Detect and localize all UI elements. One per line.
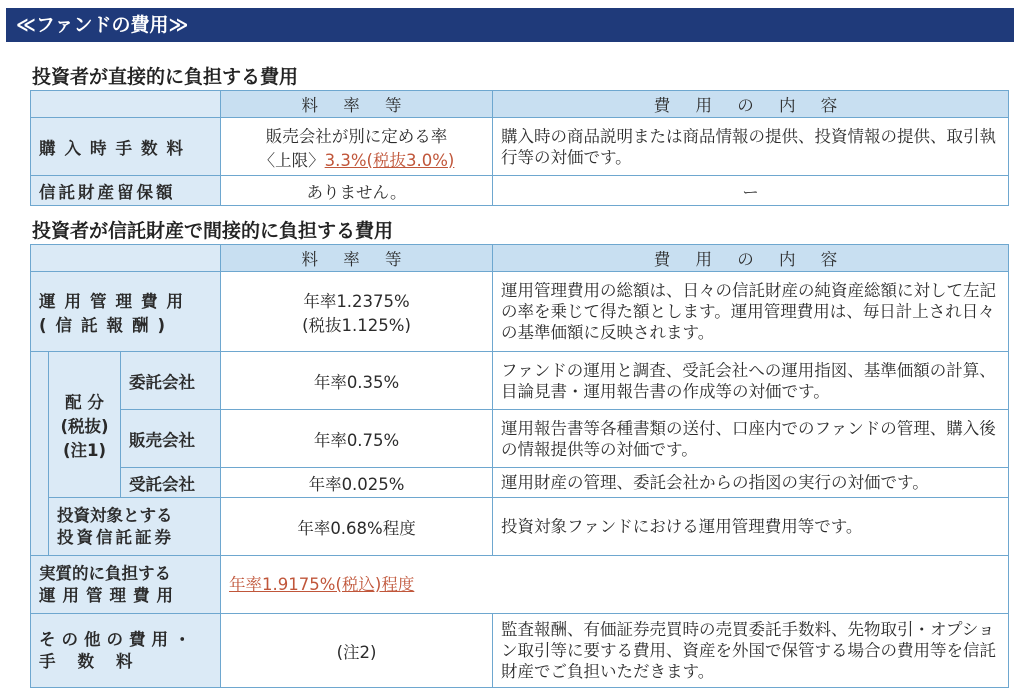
trustor-label: 委託会社 [121, 352, 221, 410]
mgmt-fee-content: 運用管理費用の総額は、日々の信託財産の純資産総額に対して左記の率を乗じて得た額とします。運用管理費用は、毎日計上され日々の基準価額に反映されます。 [493, 272, 1009, 352]
trustee-content: 運用財産の管理、委託会社からの指図の実行の対価です。 [493, 468, 1009, 498]
target-fund-label [49, 498, 221, 556]
header-rate: 料 率 等 [221, 91, 493, 118]
header-blank [31, 91, 221, 118]
purchase-fee-rate [221, 118, 493, 176]
trustor-content: ファンドの運用と調査、受託会社への運用指図、基準価額の計算、目論見書・運用報告書の作成等の対価です。 [493, 352, 1009, 410]
distributor-content: 運用報告書等各種書類の送付、口座内でのファンドの管理、購入後の情報提供等の対価です。 [493, 410, 1009, 468]
purchase-fee-content: 購入時の商品説明または商品情報の提供、投資情報の提供、取引執行等の対価です。 [493, 118, 1009, 176]
table-row [31, 352, 1009, 410]
other-fees-label-line1: その他の費用・ [39, 629, 197, 649]
target-fund-content: 投資対象ファンドにおける運用管理費用等です。 [493, 498, 1009, 556]
purchase-fee-rate-line1: 販売会社が別に定める率 [265, 126, 448, 146]
effective-fee-label-line1: 実質的に負担する [39, 563, 171, 583]
table-row [31, 410, 1009, 468]
indirect-fees-title: 投資者が信託財産で間接的に負担する費用 [32, 220, 394, 242]
mgmt-fee-label-line1: 運用管理費用 [39, 291, 192, 311]
effective-fee-value-cell [221, 556, 1009, 614]
effective-fee-label-line2: 運用管理費用 [39, 585, 180, 605]
target-fund-label-line2: 投資信託証券 [57, 527, 174, 547]
allocation-group-line3: (注1) [62, 440, 107, 460]
header-content: 費 用 の 内 容 [493, 91, 1009, 118]
mgmt-fee-label-line2: (信託報酬) [39, 315, 175, 335]
effective-fee-value: 年率1.9175%(税込)程度 [229, 575, 415, 594]
table-header-row [31, 91, 1009, 118]
table-row [31, 468, 1009, 498]
trust-reserve-label: 信託財産留保額 [31, 176, 221, 206]
trustee-label: 受託会社 [121, 468, 221, 498]
other-fees-content: 監査報酬、有価証券売買時の売買委託手数料、先物取引・オプション取引等に要する費用、資産を外国で保管する場合の費用等を信託財産でご負担いただきます。 [493, 614, 1009, 688]
header-rate: 料 率 等 [221, 245, 493, 272]
target-fund-rate: 年率0.68%程度 [221, 498, 493, 556]
trustor-rate: 年率0.35% [221, 352, 493, 410]
header-blank [31, 245, 221, 272]
effective-fee-label [31, 556, 221, 614]
mgmt-fee-rate-line1: 年率1.2375% [303, 291, 410, 311]
allocation-group-line1: 配 分 [65, 392, 104, 412]
mgmt-fee-rate [221, 272, 493, 352]
table-row [31, 176, 1009, 206]
trust-reserve-content: ー [493, 176, 1009, 206]
mgmt-fee-label [31, 272, 221, 352]
purchase-fee-rate-line2 [229, 147, 484, 171]
mgmt-fee-rate-line2: (税抜1.125%) [302, 315, 411, 335]
trust-reserve-rate: ありません。 [221, 176, 493, 206]
table-row [31, 498, 1009, 556]
table-header-row [31, 245, 1009, 272]
target-fund-label-line1: 投資対象とする [57, 505, 173, 525]
indent-spacer [31, 352, 49, 556]
table-row [31, 614, 1009, 688]
direct-fees-table [30, 90, 1009, 206]
table-row [31, 556, 1009, 614]
header-content: 費 用 の 内 容 [493, 245, 1009, 272]
distributor-rate: 年率0.75% [221, 410, 493, 468]
direct-fees-title: 投資者が直接的に負担する費用 [32, 66, 299, 88]
trustee-rate: 年率0.025% [221, 468, 493, 498]
purchase-fee-cap-prefix: 〈上限〉 [258, 150, 325, 170]
table-row [31, 118, 1009, 176]
allocation-group-line2: (税抜) [60, 416, 109, 436]
allocation-group-label [49, 352, 121, 498]
other-fees-label [31, 614, 221, 688]
fund-fees-banner: ≪ファンドの費用≫ [6, 8, 1014, 42]
purchase-fee-label: 購入時手数料 [31, 118, 221, 176]
other-fees-rate: (注2) [221, 614, 493, 688]
other-fees-label-line2: 手数料 [39, 651, 155, 671]
purchase-fee-cap-value: 3.3%(税抜3.0%) [324, 150, 455, 170]
distributor-label: 販売会社 [121, 410, 221, 468]
table-row [31, 272, 1009, 352]
indirect-fees-table [30, 244, 1009, 688]
